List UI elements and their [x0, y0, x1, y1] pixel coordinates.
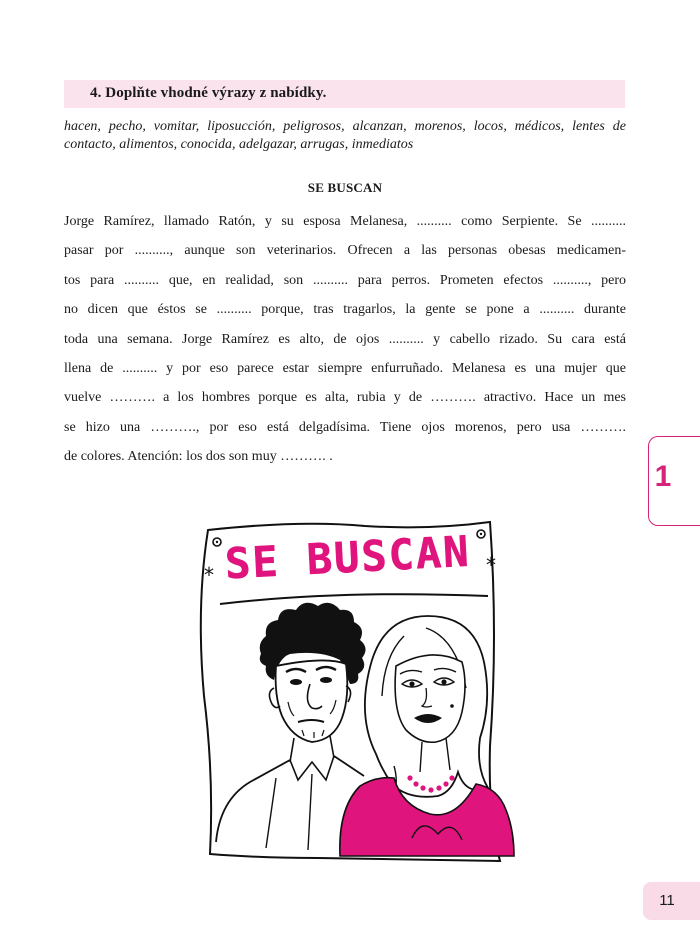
poster-heading: SE BUSCAN — [223, 526, 472, 589]
story-line: Jorge Ramírez, llamado Ratón, y su esposa Melanesa, .......... como Serpiente. Se .......... — [64, 214, 626, 229]
story-line: tos para .......... que, en realidad, son .......... para perros. Prometen efectos .........., pero — [64, 272, 626, 288]
chapter-number: 1 — [654, 460, 672, 493]
word-bank: hacen, pecho, vomitar, liposucción, peligrosos, alcanzan, morenos, locos, médicos, lentes de contacto, alimentos, conocida, adelgazar, arrugas, inmediatos — [64, 119, 626, 152]
story-line: toda una semana. Jorge Ramírez es alto, de ojos .......... y cabello rizado. Su cara está — [64, 331, 626, 347]
page-number: 11 — [659, 892, 675, 909]
story-line: pasar por .........., aunque son veterinarios. Ofrecen a las personas obesas medicamen- — [64, 243, 626, 259]
story-line: se hizo una ………., por eso está delgadísima. Tiene ojos morenos, pero usa ………. — [64, 419, 626, 435]
star-icon: * — [204, 563, 214, 587]
wanted-poster-illustration — [190, 516, 520, 866]
star-icon: * — [486, 553, 496, 577]
exercise-title: 4. Doplňte vhodné výrazy z nabídky. — [90, 85, 327, 101]
story-line: de colores. Atención: los dos son muy ………. . — [64, 449, 333, 465]
story-line: vuelve ………. a los hombres porque es alta, rubia y de ………. atractivo. Hace un mes — [64, 390, 626, 406]
story-title: SE BUSCAN — [307, 180, 383, 195]
story-line: llena de .......... y por eso parece estar siempre enfurruñado. Melanesa es una mujer que — [64, 360, 626, 376]
story-line: no dicen que éstos se .......... porque, tras tragarlos, la gente se pone a .......... durante — [64, 302, 626, 318]
story-text — [64, 212, 626, 477]
